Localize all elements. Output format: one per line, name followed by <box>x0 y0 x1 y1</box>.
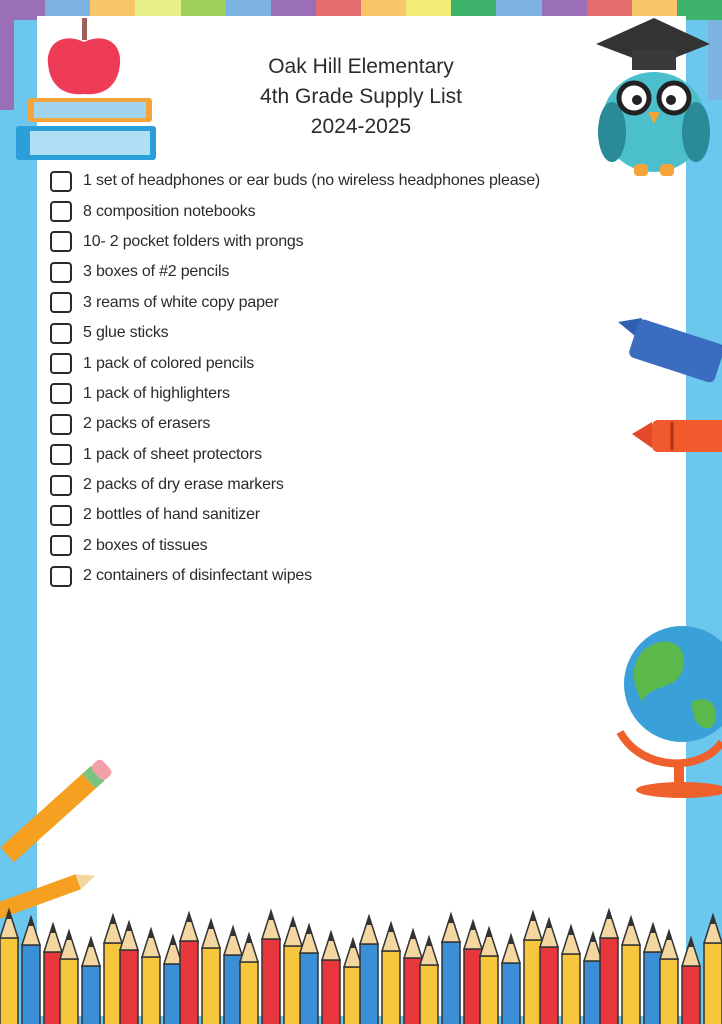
red-crayon-icon <box>632 414 722 460</box>
checklist-item <box>50 470 540 500</box>
pencil-icon <box>0 910 18 1024</box>
pencil-icon <box>82 938 100 1024</box>
checklist-item-label: 3 reams of white copy paper <box>83 293 279 311</box>
pencil-icon <box>562 926 580 1024</box>
checkbox[interactable] <box>50 505 72 526</box>
checkbox[interactable] <box>50 535 72 556</box>
checklist-item-label: 2 packs of dry erase markers <box>83 476 284 494</box>
checkbox[interactable] <box>50 414 72 435</box>
school-name: Oak Hill Elementary <box>268 55 454 78</box>
checklist-item-label: 2 packs of erasers <box>83 415 211 433</box>
checkbox[interactable] <box>50 262 72 283</box>
checklist-item-label: 1 pack of colored pencils <box>83 354 255 372</box>
checklist-item-label: 2 containers of disinfectant wipes <box>83 567 312 585</box>
checkbox[interactable] <box>50 171 72 192</box>
checkbox[interactable] <box>50 353 72 374</box>
bottom-pencil-row <box>0 900 722 1024</box>
checklist-item <box>50 318 540 348</box>
checklist-item-label: 2 bottles of hand sanitizer <box>83 506 260 524</box>
checklist-item <box>50 531 540 561</box>
checkbox[interactable] <box>50 201 72 222</box>
pencil-icon <box>704 915 722 1024</box>
checklist-item <box>50 348 540 378</box>
checklist-item-label: 1 pack of highlighters <box>83 384 230 402</box>
pencil-icon <box>502 935 520 1024</box>
checklist-item <box>50 227 540 257</box>
checkbox[interactable] <box>50 566 72 587</box>
pencil-icon <box>442 914 460 1024</box>
pencil-icon <box>660 931 678 1024</box>
checklist-item <box>50 196 540 226</box>
pencil-icon <box>682 938 700 1024</box>
checklist-item <box>50 379 540 409</box>
checklist-item <box>50 500 540 530</box>
pencil-icon <box>322 932 340 1024</box>
checkbox[interactable] <box>50 292 72 313</box>
pencil-icon <box>622 917 640 1024</box>
pencil-icon <box>300 925 318 1024</box>
checklist-item-label: 5 glue sticks <box>83 324 169 342</box>
checklist-item <box>50 166 540 196</box>
globe-icon <box>612 612 722 802</box>
page-header <box>0 52 722 142</box>
checkbox[interactable] <box>50 231 72 252</box>
checkbox[interactable] <box>50 323 72 344</box>
pencil-icon <box>120 922 138 1024</box>
pencil-icon <box>22 917 40 1024</box>
pencil-icon <box>480 928 498 1024</box>
pencil-icon <box>600 910 618 1024</box>
checklist-item-label: 8 composition notebooks <box>83 202 256 220</box>
school-year: 2024-2025 <box>310 115 412 138</box>
blue-crayon-icon <box>618 312 722 392</box>
pencil-icon <box>262 911 280 1024</box>
checklist-item <box>50 440 540 470</box>
pencil-icon <box>420 937 438 1024</box>
checklist-item-label: 3 boxes of #2 pencils <box>83 263 230 281</box>
checklist-item <box>50 288 540 318</box>
checklist-item-label: 2 boxes of tissues <box>83 536 208 554</box>
checklist-item <box>50 257 540 287</box>
pencil-icon <box>60 931 78 1024</box>
orange-pencil-icon <box>0 745 115 875</box>
supply-checklist <box>50 166 540 591</box>
list-title: 4th Grade Supply List <box>260 85 462 108</box>
pencil-icon <box>382 923 400 1024</box>
checkbox[interactable] <box>50 475 72 496</box>
pencil-icon <box>202 920 220 1024</box>
pencil-icon <box>360 916 378 1024</box>
pencil-icon <box>240 934 258 1024</box>
pencil-icon <box>180 913 198 1024</box>
checkbox[interactable] <box>50 444 72 465</box>
pencil-icon <box>142 929 160 1024</box>
checklist-item <box>50 561 540 591</box>
pencil-icon <box>540 919 558 1024</box>
checkbox[interactable] <box>50 383 72 404</box>
checklist-item <box>50 409 540 439</box>
checklist-item-label: 1 pack of sheet protectors <box>83 445 262 463</box>
checklist-item-label: 1 set of headphones or ear buds (no wireless headphones please) <box>83 172 541 190</box>
checklist-item-label: 10- 2 pocket folders with prongs <box>83 232 304 250</box>
